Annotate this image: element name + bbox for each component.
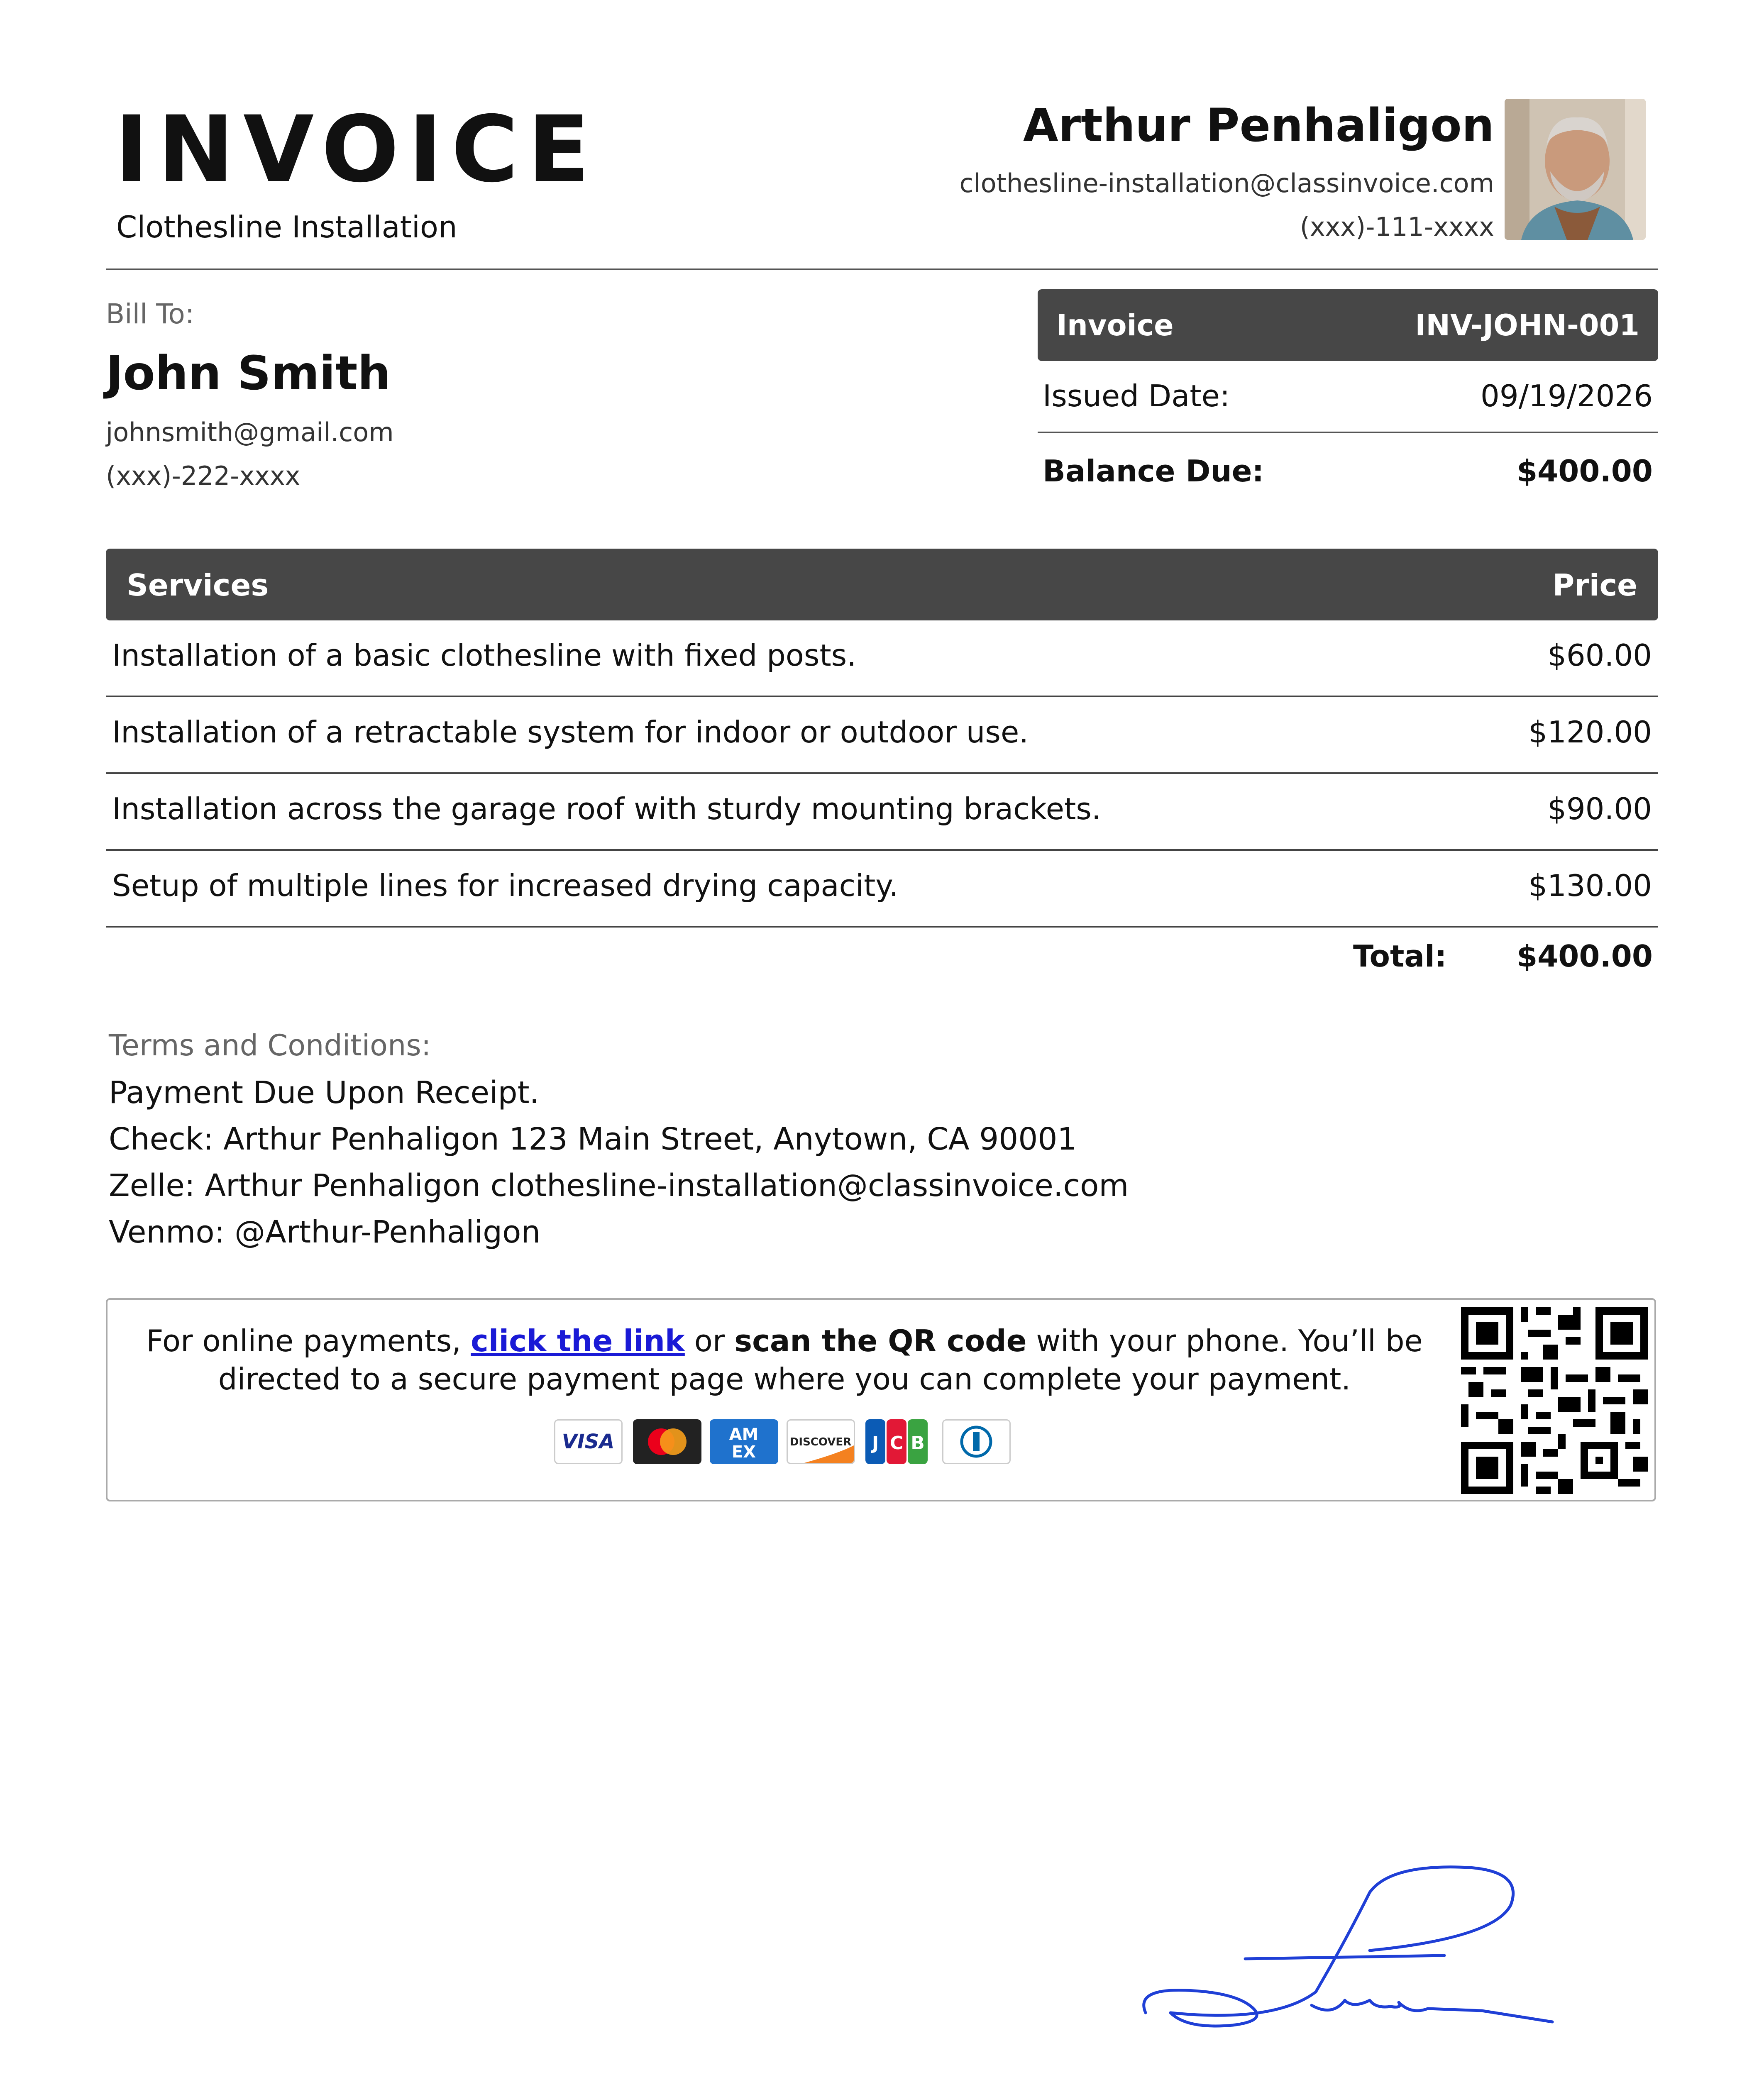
- balance-due-value: $400.00: [1517, 454, 1653, 488]
- invoice-number: INV-JOHN-001: [1415, 308, 1639, 342]
- header-divider: [106, 269, 1658, 270]
- visa-icon: [554, 1419, 623, 1464]
- services-header: [106, 549, 1658, 620]
- service-price: $130.00: [1528, 868, 1652, 903]
- svg-text:C: C: [889, 1433, 904, 1454]
- issued-date-label: Issued Date:: [1043, 378, 1230, 413]
- svg-text:EX: EX: [731, 1443, 756, 1462]
- client-name: John Smith: [106, 347, 391, 400]
- issued-date-value: 09/19/2026: [1481, 378, 1653, 413]
- service-row: [106, 697, 1658, 774]
- service-price: $90.00: [1547, 791, 1652, 826]
- services-column-header: Services: [127, 568, 269, 603]
- payment-text-after: with your phone. You’ll be directed to a secure payment page where you can complete your payment.: [218, 1323, 1423, 1396]
- amex-icon: [710, 1419, 778, 1464]
- service-row: [106, 851, 1658, 928]
- terms-line: Check: Arthur Penhaligon 123 Main Street, Anytown, CA 90001: [109, 1121, 1077, 1157]
- business-photo: [1505, 99, 1646, 240]
- business-email[interactable]: clothesline-installation@classinvoice.com: [959, 168, 1494, 198]
- mastercard-icon: [633, 1419, 701, 1464]
- total-label: Total:: [1353, 939, 1447, 974]
- signature: [1137, 1859, 1569, 2050]
- discover-icon: [787, 1419, 855, 1464]
- terms-label: Terms and Conditions:: [109, 1028, 431, 1062]
- client-phone: (xxx)-222-xxxx: [106, 461, 301, 491]
- service-row: [106, 620, 1658, 697]
- service-row: [106, 774, 1658, 851]
- invoice-label: Invoice: [1056, 308, 1174, 342]
- price-column-header: Price: [1552, 568, 1637, 603]
- jcb-icon: [863, 1419, 930, 1464]
- diners-club-icon: [942, 1419, 1011, 1464]
- scan-qr-text: scan the QR code: [734, 1323, 1027, 1358]
- svg-text:AM: AM: [729, 1425, 759, 1444]
- business-photo-image: [1505, 99, 1646, 240]
- service-description: Installation across the garage roof with sturdy mounting brackets.: [112, 791, 1101, 826]
- payment-link[interactable]: click the link: [471, 1323, 685, 1358]
- payment-qr-code[interactable]: [1461, 1307, 1648, 1494]
- terms-line: Zelle: Arthur Penhaligon clothesline-installation@classinvoice.com: [109, 1168, 1129, 1204]
- service-price: $60.00: [1547, 638, 1652, 673]
- svg-text:DISCOVER: DISCOVER: [789, 1436, 852, 1448]
- service-description: Installation of a retractable system for indoor or outdoor use.: [112, 715, 1029, 749]
- invoice-number-bar: [1038, 289, 1658, 361]
- payment-text-before: For online payments,: [146, 1323, 471, 1358]
- invoice-subtitle: Clothesline Installation: [116, 210, 457, 244]
- service-price: $120.00: [1528, 715, 1652, 749]
- svg-text:VISA: VISA: [562, 1430, 615, 1453]
- payment-text-middle: or: [684, 1323, 735, 1358]
- invoice-info-divider: [1038, 432, 1658, 433]
- balance-due-label: Balance Due:: [1043, 454, 1264, 488]
- business-name: Arthur Penhaligon: [1023, 99, 1494, 152]
- total-value: $400.00: [1517, 939, 1653, 974]
- svg-text:B: B: [911, 1433, 925, 1454]
- terms-line: Venmo: @Arthur-Penhaligon: [109, 1214, 541, 1250]
- service-description: Installation of a basic clothesline with fixed posts.: [112, 638, 857, 673]
- service-description: Setup of multiple lines for increased drying capacity.: [112, 868, 899, 903]
- business-phone: (xxx)-111-xxxx: [1300, 212, 1494, 242]
- svg-text:J: J: [872, 1433, 879, 1454]
- bill-to-label: Bill To:: [106, 298, 194, 330]
- invoice-title: INVOICE: [115, 96, 599, 203]
- payment-instructions: [120, 1322, 1449, 1398]
- terms-line: Payment Due Upon Receipt.: [109, 1075, 540, 1111]
- client-email: johnsmith@gmail.com: [106, 417, 394, 447]
